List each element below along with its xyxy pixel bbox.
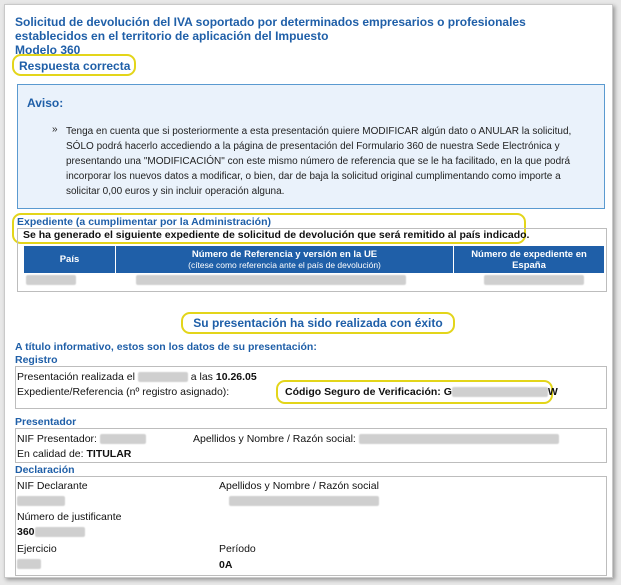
col-header-expediente-line2: España [512,259,546,271]
nombre-presentador [193,433,559,445]
col-header-pais: País [24,246,116,274]
registro-hora: 10.26.05 [215,371,257,383]
page-sheet [4,4,613,578]
ejercicio-value [17,559,41,572]
cell-expediente [454,274,605,290]
col-header-referencia-line2: (cítese como referencia ante el país de devolución) [188,259,381,270]
redacted-value [17,559,41,569]
csv-field [285,386,558,398]
bullet-icon: » [52,124,58,135]
expediente-message: Se ha generado el siguiente expediente de solicitud de devolución que será remitido al país indicado. [23,229,530,241]
redacted-value [484,275,584,285]
table-row [24,274,605,290]
nombre-presentador-label: Apellidos y Nombre / Razón social: [193,433,356,445]
success-message: Su presentación ha sido realizada con éxito [181,312,455,334]
declaracion-section-title: Declaración [15,464,75,476]
redacted-value [359,434,559,444]
redacted-value [138,372,188,382]
modelo-label: Modelo 360 [15,43,81,57]
nif-declarante-value [17,496,65,509]
periodo-value: 0A [219,559,233,571]
redacted-value [26,275,76,285]
realizada-prefix: Presentación realizada el [17,371,135,383]
page-title [15,15,575,57]
registro-section-title: Registro [15,354,58,366]
redacted-value [17,496,65,506]
title-line-2: establecidos en el territorio de aplicación del Impuesto [15,29,329,43]
nombre-declarante-value [229,496,379,509]
col-header-referencia-line1: Número de Referencia y versión en la UE [191,248,378,260]
justificante-prefix: 360 [17,526,35,538]
col-header-expediente-line1: Número de expediente en [471,248,587,260]
presentador-section-title: Presentador [15,416,77,428]
title-line-1: Solicitud de devolución del IVA soportado por determinados empresarios o profesionales [15,15,526,29]
expediente-section-title: Expediente (a cumplimentar por la Administración) [17,216,271,228]
csv-label: Código Seguro de Verificación: [285,386,441,398]
info-heading: A título informativo, estos son los datos de su presentación: [15,341,317,353]
csv-end: W [547,386,558,398]
csv-start: G [443,386,452,398]
redacted-value [136,275,406,285]
nif-declarante-label: NIF Declarante [17,480,88,492]
periodo-label: Período [219,543,256,555]
nif-presentador-label: NIF Presentador: [17,433,97,445]
table-header-row [24,246,605,274]
cell-pais [24,274,116,290]
status-text: Respuesta correcta [19,59,131,73]
expediente-referencia-label: Expediente/Referencia (nº registro asignado): [17,386,230,398]
justificante-label: Número de justificante [17,511,122,523]
aviso-text: Tenga en cuenta que si posteriormente a esta presentación quiere MODIFICAR algún dato o ANULAR la solicitud, SÓLO podrá hacerlo accediendo a la página de presentación del Formulario 360 de nuestra Sede Electrónica y presentando una "MODIFICACIÓN" con este mismo número de referencia que se le ha facilitado, en la que podrá incorporar los nuevos datos a modificar, o bien, dar de baja la solicitud original cumplimentando como importe a solicitar 0,00 euros y sin incluir operación alguna. [66,126,572,197]
expediente-table [23,245,605,290]
calidad-label: En calidad de: [17,448,84,460]
aviso-title: Aviso: [27,96,64,110]
calidad-presentador [17,448,131,460]
realizada-mid: a las [190,371,213,383]
redacted-value [229,496,379,506]
aviso-panel [17,84,605,209]
justificante-value [17,526,85,538]
col-header-expediente [454,246,605,274]
ejercicio-label: Ejercicio [17,543,57,555]
cell-referencia [116,274,454,290]
col-header-referencia [116,246,454,274]
calidad-value: TITULAR [86,448,132,460]
redacted-value [452,387,548,397]
redacted-value [100,434,146,444]
nombre-declarante-label: Apellidos y Nombre / Razón social [219,480,379,492]
redacted-value [35,527,85,537]
nif-presentador [17,433,146,445]
registro-realizada [17,371,257,383]
